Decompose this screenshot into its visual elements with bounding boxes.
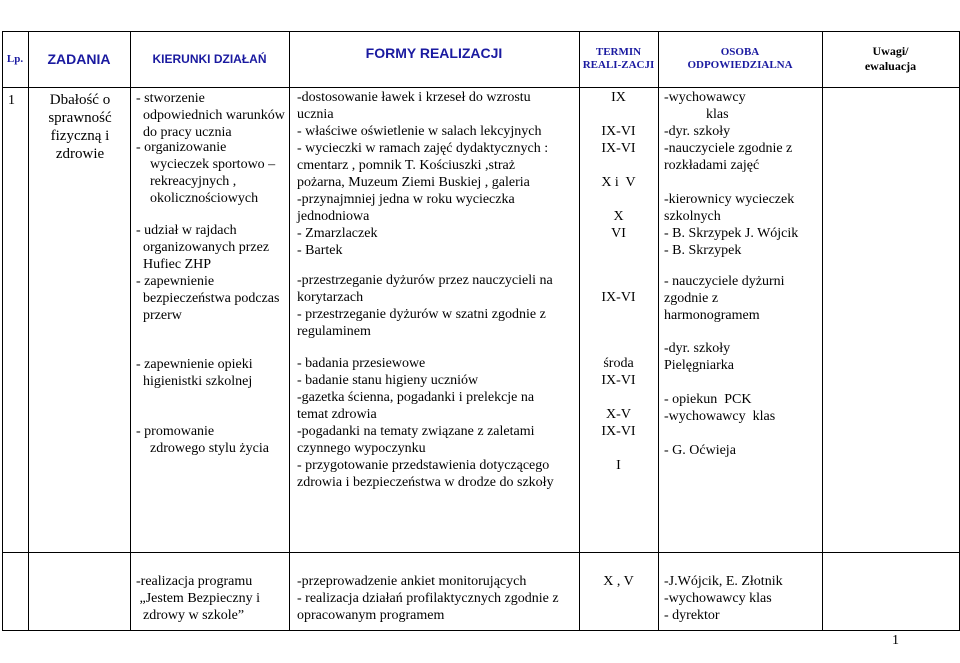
col-border-5 — [658, 31, 659, 630]
col-border-1 — [28, 31, 29, 630]
header-formy: FORMY REALIZACJI — [365, 45, 503, 61]
header-uwagi: Uwagi/ ewaluacja — [864, 44, 917, 73]
row1-termin-2: IX-VI — [601, 290, 636, 305]
row1-formy-2: -przestrzeganie dyżurów przez nauczycieli na korytarzach - przestrzeganie dyżurów w szatni zgodnie z regulaminem — [297, 273, 553, 339]
col-border-2 — [130, 31, 131, 630]
col-border-0 — [2, 31, 3, 630]
row1-bottom-border — [2, 552, 960, 553]
row1-osoba-1: -wychowawcy klas -dyr. szkoły -nauczyciele zgodnie z rozkładami zajęć -kierownicy wycieczek szkolnych - B. Skrzypek J. Wójcik - B. Skrzypek — [664, 90, 799, 258]
row2-osoba: -J.Wójcik, E. Złotnik -wychowawcy klas - dyrektor — [664, 574, 783, 623]
col-border-3 — [289, 31, 290, 630]
row1-termin-1: IX IX-VI IX-VI X i V X VI — [601, 90, 636, 241]
header-zadania: ZADANIA — [47, 51, 111, 67]
row1-osoba-3: -dyr. szkoły Pielęgniarka - opiekun PCK -wychowawcy klas - G. Oćwieja — [664, 341, 776, 458]
header-osoba: OSOBA ODPOWIEDZIALNA — [687, 46, 793, 71]
row2-termin: X , V — [603, 574, 634, 589]
row1-osoba-2: - nauczyciele dyżurni zgodnie z harmonogramem — [664, 274, 785, 323]
row1-kierunek-4: - zapewnienie bezpieczeństwa podczas przerw — [136, 274, 280, 323]
row1-kierunek-6: - promowanie zdrowego stylu życia — [136, 424, 269, 456]
row1-termin-3: środa IX-VI X-V IX-VI I — [601, 356, 636, 473]
row1-kierunek-3: - udział w rajdach organizowanych przez Hufiec ZHP — [136, 223, 270, 272]
row1-kierunek-1: - stworzenie odpowiednich warunków do pracy ucznia — [136, 91, 285, 140]
header-lp: Lp. — [6, 53, 24, 65]
row1-formy-3: - badania przesiewowe - badanie stanu higieny uczniów -gazetka ścienna, pogadanki i prelekcje na temat zdrowia -pogadanki na tematy związane z zaletami czynnego wypoczynku - przygotowanie przedstawienia dotyczącego zdrowia i bezpieczeństwa w drodze do szkoły — [297, 356, 554, 490]
row1-formy-1: -dostosowanie ławek i krzeseł do wzrostu ucznia - właściwe oświetlenie w salach lekcyjnych - wycieczki w ramach zajęć dydaktycznych : cmentarz , pomnik T. Kościuszki ,straż pożarna, Muzeum Ziemi Buskiej , galeria -przynajmniej jedna w roku wycieczka jednodniowa - Zmarzlaczek - Bartek — [297, 90, 549, 258]
row1-zadanie: Dbałość o sprawność fizyczną i zdrowie — [48, 92, 112, 162]
page-number: 1 — [892, 633, 899, 648]
header-bottom-border — [2, 87, 960, 88]
header-termin: TERMIN REALI-ZACJI — [582, 46, 655, 71]
row2-kierunki: -realizacja programu „Jestem Bezpieczny i zdrowy w szkole” — [136, 574, 261, 623]
row2-formy: -przeprowadzenie ankiet monitorujących - realizacja działań profilaktycznych zgodnie z opracowanym programem — [297, 574, 559, 623]
row1-kierunek-2: - organizowanie wycieczek sportowo – rekreacyjnych , okolicznościowych — [136, 140, 276, 206]
col-border-6 — [822, 31, 823, 630]
header-kierunki: KIERUNKI DZIAŁAŃ — [152, 52, 267, 66]
table-bottom-border — [2, 630, 960, 631]
row1-lp: 1 — [8, 93, 15, 108]
row1-kierunek-5: - zapewnienie opieki higienistki szkolnej — [136, 357, 253, 389]
